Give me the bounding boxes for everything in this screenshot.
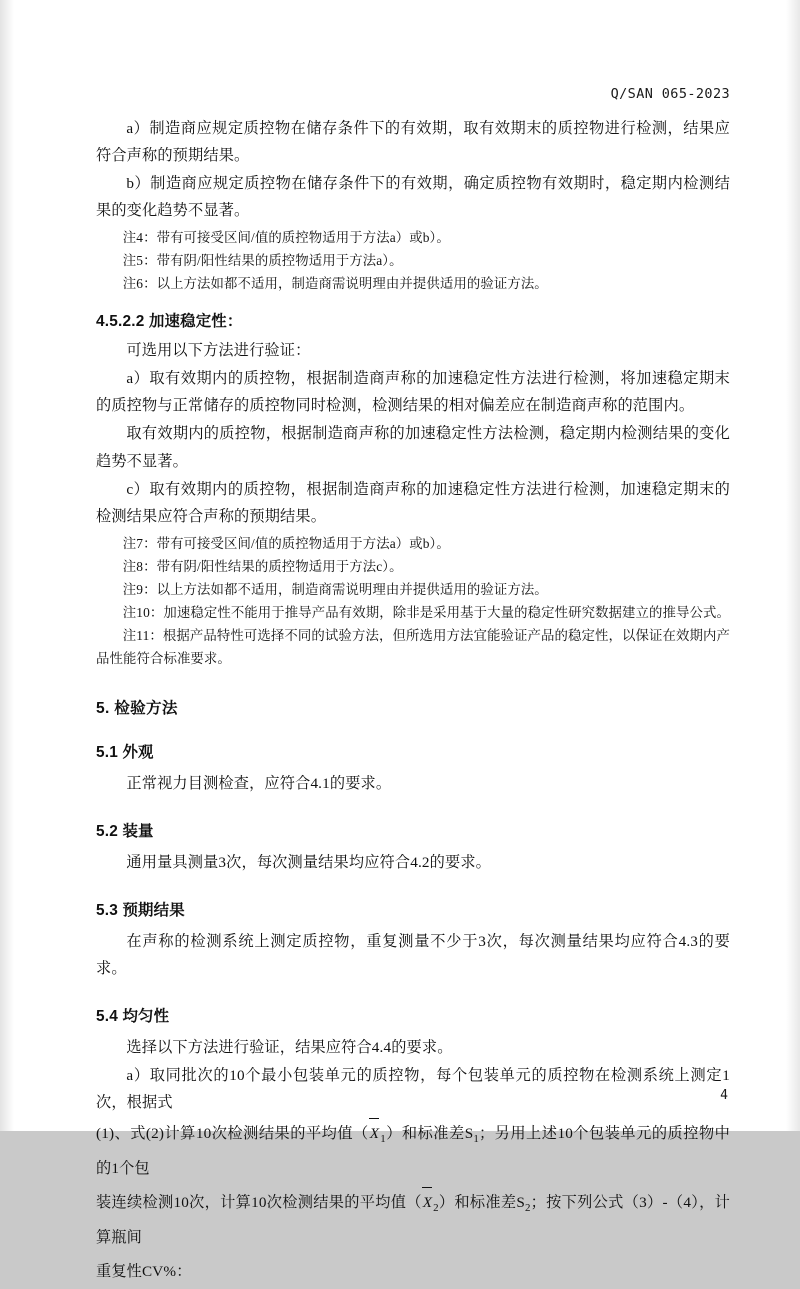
- note-6: 注6：以上方法如都不适用，制造商需说明理由并提供适用的验证方法。: [122, 276, 548, 292]
- note-8: 注8：带有阴/阳性结果的质控物适用于方法c）。: [122, 558, 403, 574]
- note-7: 注7：带有可接受区间/值的质控物适用于方法a）或b）。: [122, 535, 450, 551]
- heading-5-4: 5.4 均匀性: [96, 1008, 170, 1026]
- page-content: [96, 86, 730, 1289]
- s1-subscript: 1: [473, 1133, 479, 1146]
- notes-group-1: [96, 226, 730, 295]
- paragraph-4522-a: a）取有效期内的质控物，根据制造商声称的加速稳定性方法进行检测，将加速稳定期末的质控物与正常储存的质控物同时检测，检测结果的相对偏差应在制造商声称的范围内。: [96, 370, 730, 415]
- paragraph-4522-b: 取有效期内的质控物，根据制造商声称的加速稳定性方法检测，稳定期内检测结果的变化趋势不显著。: [96, 425, 730, 470]
- paragraph-5-1: 正常视力目测检查，应符合4.1的要求。: [126, 774, 392, 792]
- formula-line-2: [96, 1186, 730, 1255]
- formula-line-1-post: ）和标准差S: [385, 1125, 474, 1143]
- x-bar-2-subscript: 2: [433, 1202, 439, 1215]
- paragraph-b-storage-validity: b）制造商应规定质控物在储存条件下的有效期，确定质控物有效期时，稳定期内检测结果的变化趋势不显著。: [96, 175, 730, 220]
- x-bar-1-subscript: 1: [380, 1133, 386, 1146]
- x-symbol: X: [369, 1125, 380, 1143]
- standard-code-header: Q/SAN 065-2023: [610, 86, 730, 102]
- paragraph-5-4-a: a）取同批次的10个最小包装单元的质控物，每个包装单元的质控物在检测系统上测定1次，根据式: [96, 1067, 730, 1112]
- heading-5-2: 5.2 装量: [96, 822, 154, 840]
- paragraph-5-2: 通用量具测量3次，每次测量结果均应符合4.2的要求。: [126, 853, 491, 871]
- note-9: 注9：以上方法如都不适用，制造商需说明理由并提供适用的验证方法。: [122, 581, 548, 597]
- formula-line-2-tail: ；按下列公式（3）-（4），计算瓶间: [96, 1194, 730, 1246]
- formula-line-1-tail: ；另用上述10个包装单元的质控物中的1个包: [96, 1125, 730, 1177]
- paragraph-4522-intro: 可选用以下方法进行验证：: [126, 342, 311, 360]
- page-number: 4: [720, 1088, 728, 1103]
- paragraph-a-storage-validity: a）制造商应规定质控物在储存条件下的有效期，取有效期末的质控物进行检测，结果应符合声称的预期结果。: [96, 120, 730, 165]
- heading-4-5-2-2: 4.5.2.2 加速稳定性：: [96, 313, 243, 331]
- notes-group-2: [96, 532, 730, 670]
- formula-line-2-post: ）和标准差S: [438, 1194, 525, 1212]
- s2-subscript: 2: [525, 1202, 531, 1215]
- x-symbol: X: [422, 1194, 433, 1212]
- note-10: 注10：加速稳定性不能用于推导产品有效期，除非是采用基于大量的稳定性研究数据建立的推导公式。: [122, 604, 730, 620]
- paragraph-5-3: 在声称的检测系统上测定质控物，重复测量不少于3次，每次测量结果均应符合4.3的要求。: [96, 933, 730, 978]
- note-5: 注5：带有阴/阳性结果的质控物适用于方法a）。: [122, 253, 403, 269]
- formula-line-1-pre: (1)、式(2)计算10次检测结果的平均值（: [96, 1125, 369, 1143]
- x-bar-1: [369, 1117, 380, 1151]
- formula-line-1: [96, 1117, 730, 1186]
- heading-section-5: 5. 检验方法: [96, 699, 178, 717]
- note-11: 注11：根据产品特性可选择不同的试验方法，但所选用方法宜能验证产品的稳定性，以保证在效期内产品性能符合标准要求。: [96, 627, 730, 666]
- formula-line-3: 重复性CV%：: [96, 1262, 192, 1280]
- heading-5-3: 5.3 预期结果: [96, 902, 185, 920]
- paragraph-4522-c: c）取有效期内的质控物，根据制造商声称的加速稳定性方法进行检测，加速稳定期末的检测结果应符合声称的预期结果。: [96, 480, 730, 525]
- formula-line-2-pre: 装连续检测10次，计算10次检测结果的平均值（: [96, 1194, 422, 1212]
- overline-bar: [422, 1187, 432, 1188]
- paragraph-5-4-intro: 选择以下方法进行验证，结果应符合4.4的要求。: [126, 1039, 453, 1057]
- x-bar-2: [422, 1186, 433, 1220]
- note-4: 注4：带有可接受区间/值的质控物适用于方法a）或b）。: [122, 230, 450, 246]
- heading-5-1: 5.1 外观: [96, 743, 154, 761]
- overline-bar: [369, 1118, 379, 1119]
